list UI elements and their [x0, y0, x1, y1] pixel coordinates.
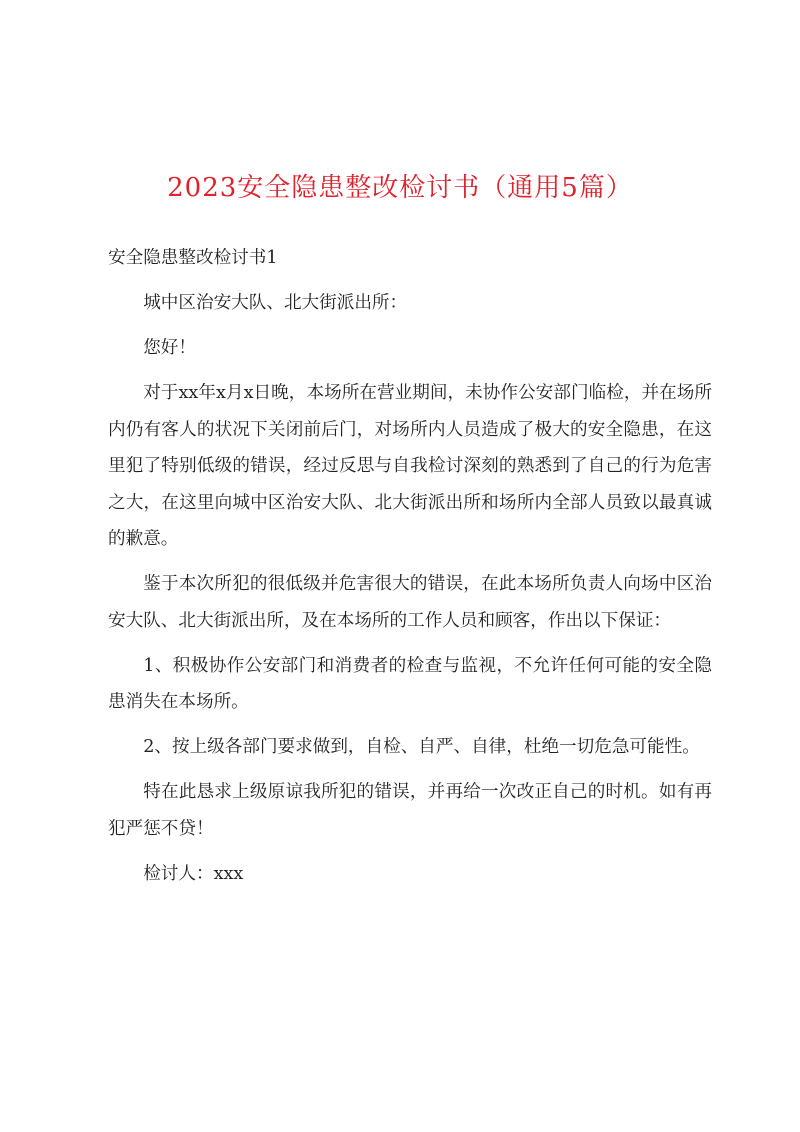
document-title: 2023安全隐患整改检讨书（通用5篇） — [167, 173, 633, 203]
document-body — [108, 240, 712, 901]
greeting: 您好！ — [143, 338, 196, 358]
body-paragraph: 鉴于本次所犯的很低级并危害很大的错误，在此本场所负责人向场中区治安大队、北大街派出所，及在本场所的工作人员和顾客，作出以下保证： — [108, 574, 712, 631]
list-item: 1、积极协作公安部门和消费者的检查与监视，不允许任何可能的安全隐患消失在本场所。 — [108, 655, 712, 712]
section-heading: 安全隐患整改检讨书1 — [108, 248, 278, 268]
body-paragraph: 对于xx年x月x日晚，本场所在营业期间，未协作公安部门临检，并在场所内仍有客人的状况下关闭前后门，对场所内人员造成了极大的安全隐患，在这里犯了特别低级的错误，经过反思与自我检讨深刻的熟悉到了自己的行为危害之大，在这里向城中区治安大队、北大街派出所和场所内全部人员致以最真诚的歉意。 — [108, 383, 712, 549]
signature: 检讨人：xxx — [143, 863, 244, 884]
salutation: 城中区治安大队、北大街派出所： — [143, 293, 408, 313]
list-item: 2、按上级各部门要求做到，自检、自严、自律，杜绝一切危急可能性。 — [143, 737, 700, 757]
body-paragraph: 特在此恳求上级原谅我所犯的错误，并再给一次改正自己的时机。如有再犯严惩不贷！ — [108, 782, 712, 839]
